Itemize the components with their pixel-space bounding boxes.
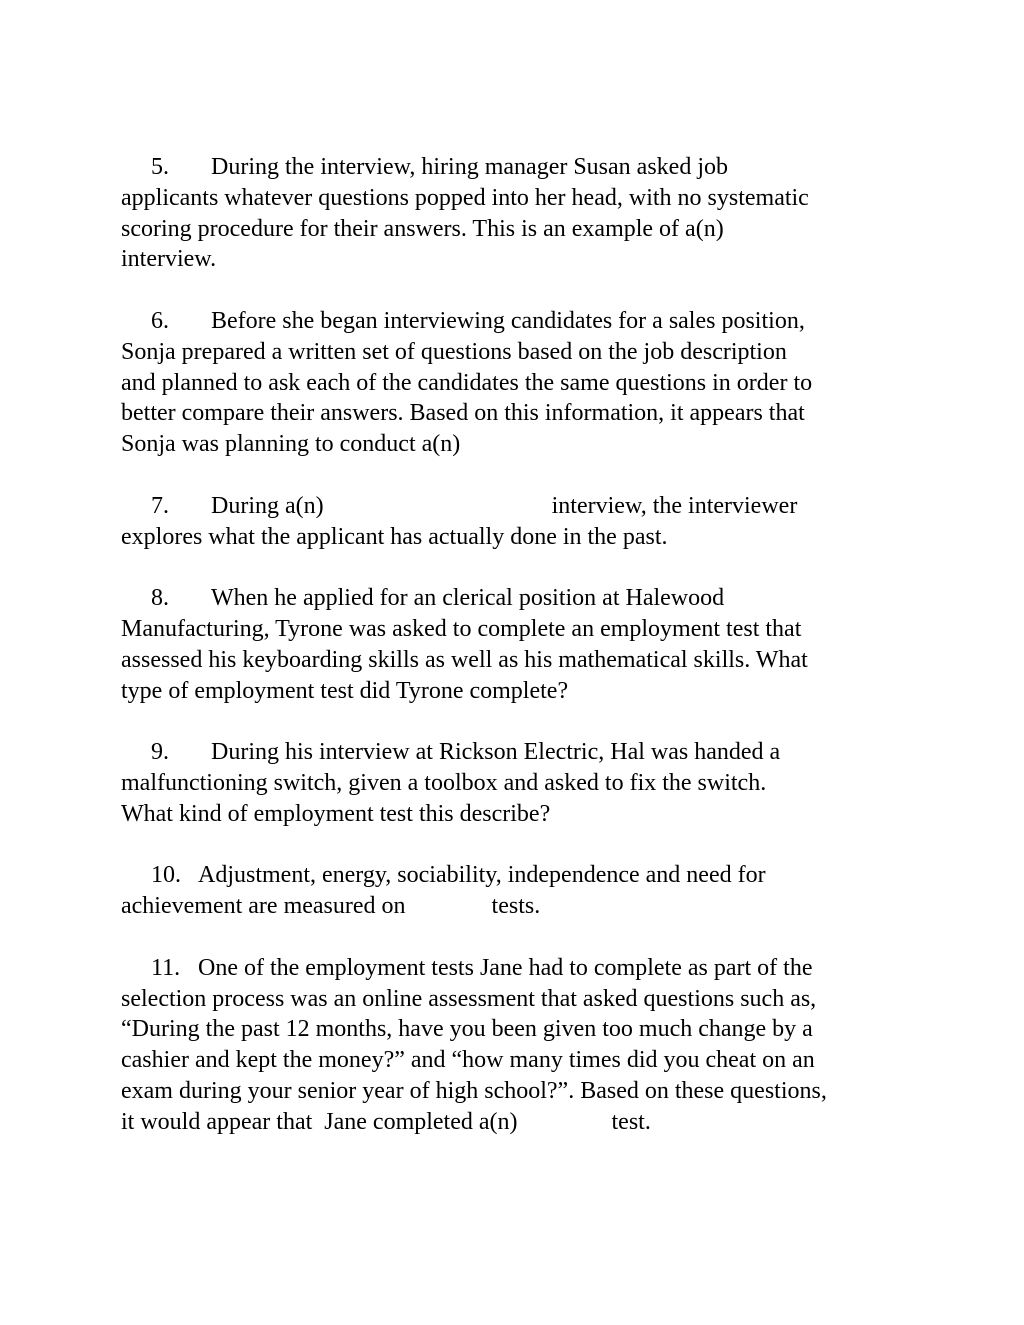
question-text: applicants whatever questions popped into her head, with no systematic: [121, 184, 809, 211]
question-text: malfunctioning switch, given a toolbox and asked to fix the switch.: [121, 769, 767, 796]
question-text: Sonja was planning to conduct a(n): [121, 431, 461, 458]
question-text: During his interview at Rickson Electric, Hal was handed a: [211, 739, 781, 766]
question-text: explores what the applicant has actually done in the past.: [121, 523, 668, 550]
question-text: interview.: [121, 246, 217, 273]
question-number: 8.: [151, 585, 169, 612]
question-8-first-line: [121, 583, 921, 614]
question-text: Before she began interviewing candidates for a sales position,: [211, 307, 805, 334]
question-text: test.: [611, 1108, 651, 1135]
question-text: Adjustment, energy, sociability, independence and need for: [198, 862, 766, 889]
question-text: During the interview, hiring manager Susan asked job: [211, 154, 728, 180]
question-6-first-line: [121, 306, 921, 337]
question-11-first-line: [121, 953, 921, 984]
question-11: [121, 953, 921, 1138]
question-10-first-line: [121, 860, 921, 891]
question-text: tests.: [491, 893, 541, 920]
question-text: Manufacturing, Tyrone was asked to complete an employment test that: [121, 615, 802, 642]
question-number: 9.: [151, 739, 169, 766]
question-number: 10.: [151, 862, 181, 889]
question-6: [121, 306, 921, 460]
question-text: “During the past 12 months, have you been given too much change by a: [121, 1016, 813, 1043]
question-number: 7.: [151, 492, 169, 519]
question-11-last-line: [121, 1107, 921, 1138]
question-text: During a(n): [211, 492, 324, 519]
question-list: [121, 152, 921, 1168]
question-10-last-line: [121, 891, 921, 922]
question-number: 11.: [151, 954, 181, 981]
question-text: What kind of employment test this describe?: [121, 800, 551, 827]
question-10: [121, 860, 921, 922]
question-text: scoring procedure for their answers. This is an example of a(n): [121, 215, 724, 242]
question-text: cashier and kept the money?” and “how many times did you cheat on an: [121, 1047, 815, 1074]
question-9-first-line: [121, 737, 921, 768]
question-text: When he applied for an clerical position at Halewood: [211, 585, 725, 612]
question-text: and planned to ask each of the candidates the same questions in order to: [121, 369, 813, 396]
question-7-first-line: [121, 491, 921, 522]
question-text: One of the employment tests Jane had to complete as part of the: [198, 954, 813, 981]
question-9: [121, 737, 921, 829]
question-8: [121, 583, 921, 706]
question-text: interview, the interviewer: [551, 492, 798, 519]
question-number: 5.: [151, 154, 169, 180]
question-number: 6.: [151, 307, 169, 334]
question-5-first-line: [121, 152, 921, 183]
question-5: [121, 152, 921, 275]
question-text: exam during your senior year of high school?”. Based on these questions,: [121, 1077, 827, 1104]
question-text: better compare their answers. Based on this information, it appears that: [121, 400, 805, 427]
question-text: selection process was an online assessment that asked questions such as,: [121, 985, 817, 1012]
question-text: achievement are measured on: [121, 893, 406, 920]
question-7: [121, 491, 921, 553]
question-text: Sonja prepared a written set of questions based on the job description: [121, 338, 787, 365]
question-text: type of employment test did Tyrone complete?: [121, 677, 569, 704]
question-text: assessed his keyboarding skills as well as his mathematical skills. What: [121, 646, 808, 673]
question-text: it would appear that Jane completed a(n): [121, 1108, 518, 1135]
